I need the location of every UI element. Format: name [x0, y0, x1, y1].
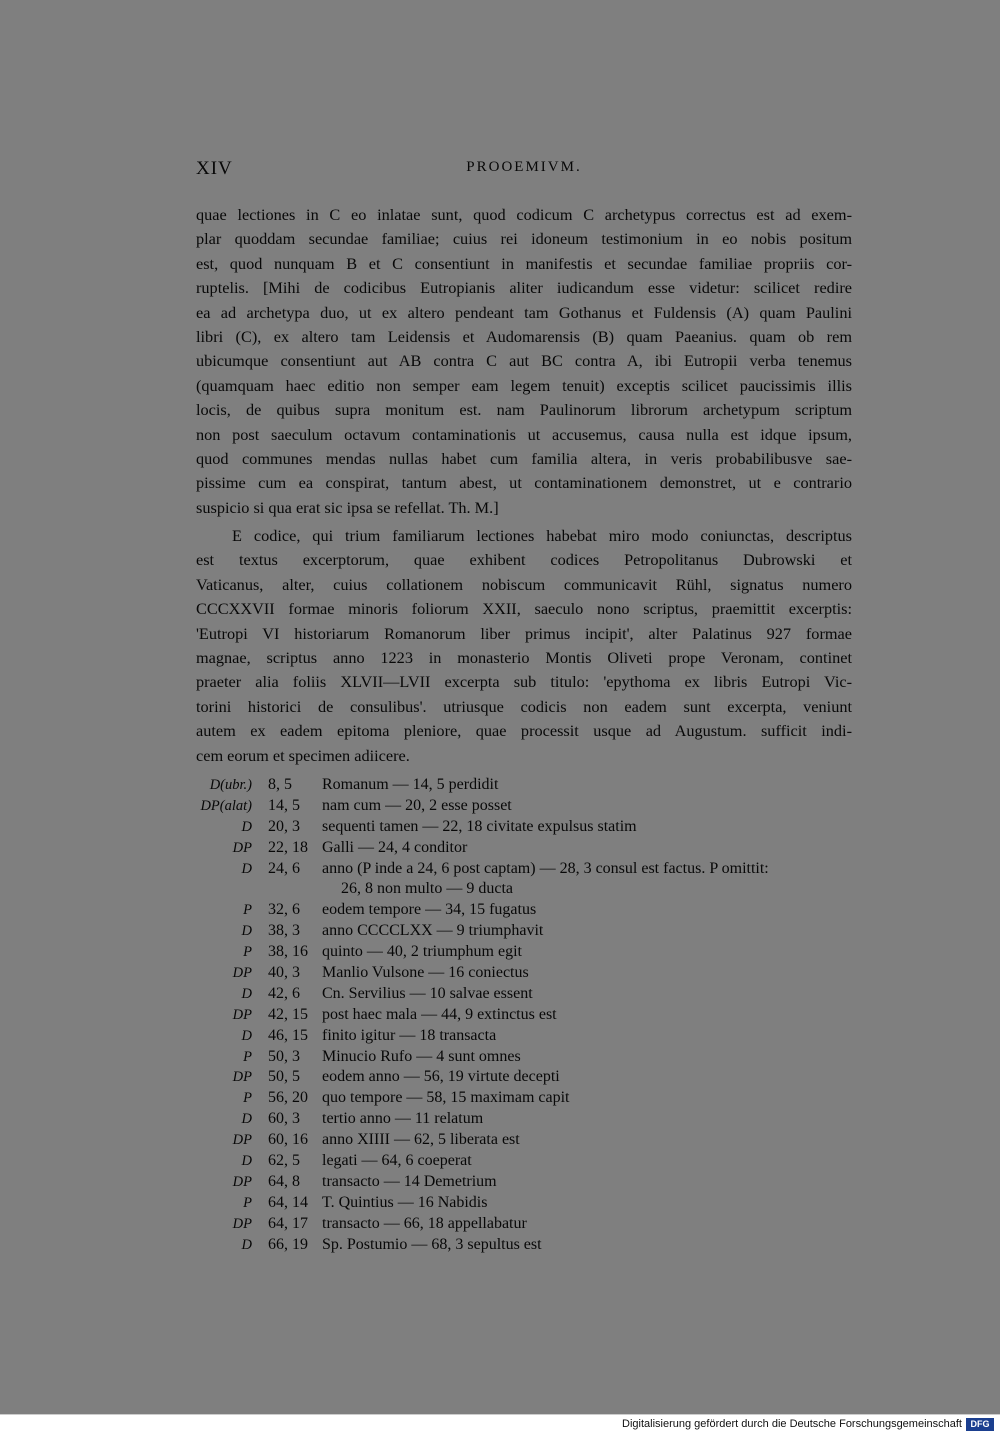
list-item [196, 1193, 876, 1214]
dfg-logo-icon: DFG [966, 1418, 994, 1431]
excerpt-range: transacto — 14 Demetrium [322, 1172, 497, 1190]
start-reference: 50, 3 [268, 1047, 300, 1065]
codex-siglum: P [243, 1048, 252, 1065]
text-line: autem ex eadem epitoma pleniore, quae processit usque ad Augustum. sufficit indi- [196, 721, 852, 741]
list-item [196, 817, 876, 838]
codex-siglum: DP [232, 1173, 252, 1190]
codex-siglum: D(ubr.) [209, 777, 252, 793]
list-item [196, 1026, 876, 1047]
list-item [196, 838, 876, 859]
codex-siglum: P [243, 1194, 252, 1211]
start-reference: 64, 8 [268, 1172, 300, 1190]
codex-siglum: P [243, 944, 252, 961]
page-header [196, 158, 852, 182]
text-line: CCCXXVII formae minoris foliorum XXII, saeculo nono scriptus, praemittit excerptis: [196, 599, 852, 619]
excerpt-range: nam cum — 20, 2 esse posset [322, 796, 512, 814]
excerpt-range: eodem tempore — 34, 15 fugatus [322, 901, 537, 919]
excerpt-range: quinto — 40, 2 triumphum egit [322, 943, 522, 961]
codex-siglum: P [243, 902, 252, 919]
text-line: pissime cum ea conspirat, tantum abest, ut contaminationem demonstret, ut e contrario [196, 473, 852, 493]
text-line: ruptelis. [Mihi de codicibus Eutropianis aliter iudicandum esse videtur: scilicet redire [196, 278, 852, 298]
list-item [196, 859, 876, 880]
start-reference: 22, 18 [268, 838, 308, 856]
funding-notice: Digitalisierung gefördert durch die Deutsche Forschungsgemeinschaft [622, 1418, 962, 1430]
codex-siglum: DP [232, 839, 252, 856]
list-item [196, 879, 876, 900]
funding-footer [0, 1414, 1000, 1435]
excerpt-range: T. Quintius — 16 Nabidis [322, 1193, 488, 1211]
text-line: praeter alia foliis XLVII—LVII excerpta sub titulo: 'epythoma ex libris Eutropi Vic- [196, 672, 852, 692]
excerpt-range: anno CCCCLXX — 9 triumphavit [322, 922, 544, 940]
text-line: suspicio si qua erat sic ipsa se refellat. Th. M.] [196, 497, 499, 517]
start-reference: 46, 15 [268, 1026, 308, 1044]
list-item [196, 942, 876, 963]
start-reference: 66, 19 [268, 1235, 308, 1253]
text-line: Vaticanus, alter, cuius collationem nobiscum communicavit Rühl, signatus numero [196, 574, 852, 594]
codex-siglum: DP [232, 1069, 252, 1086]
start-reference: 32, 6 [268, 901, 300, 919]
text-line: non post saeculum octavum contaminationis ut accusemus, causa nulla est idque ipsum, [196, 424, 852, 444]
start-reference: 20, 3 [268, 817, 300, 835]
start-reference: 56, 20 [268, 1089, 308, 1107]
start-reference: 38, 16 [268, 943, 308, 961]
excerpt-range: transacto — 66, 18 appellabatur [322, 1214, 527, 1232]
text-line: torini historici de consulibus'. utriusque codicis non eadem sunt excerpta, veniunt [196, 696, 852, 716]
start-reference: 42, 15 [268, 1005, 308, 1023]
text-line: E codice, qui trium familiarum lectiones habebat miro modo coniunctas, descriptus [232, 526, 852, 545]
excerpt-range: anno XIIII — 62, 5 liberata est [322, 1131, 520, 1149]
text-line: (quamquam haec editio non semper eam legem tenuit) exceptis scilicet paucissimis illis [196, 375, 852, 395]
codex-siglum: P [243, 1090, 252, 1107]
list-item [196, 1151, 876, 1172]
excerpt-range: Cn. Servilius — 10 salvae essent [322, 984, 533, 1002]
page-number: XIV [196, 158, 233, 179]
text-line: quod communes mendas nullas habet cum familia altera, in veris probabilibusve sae- [196, 448, 852, 468]
text-line: plar quoddam secundae familiae; cuius rei idoneum testimonium in eo nobis positum [196, 229, 852, 249]
list-item [196, 1005, 876, 1026]
start-reference: 62, 5 [268, 1152, 300, 1170]
excerpt-range: Minucio Rufo — 4 sunt omnes [322, 1047, 521, 1065]
text-line: quae lectiones in C eo inlatae sunt, quod codicum C archetypus correctus est ad exem- [196, 205, 852, 224]
codex-siglum: DP [232, 965, 252, 982]
list-item [196, 1088, 876, 1109]
start-reference: 60, 3 [268, 1110, 300, 1128]
codex-siglum: DP [232, 1006, 252, 1023]
list-item [196, 1109, 876, 1130]
codex-siglum: D [241, 985, 252, 1002]
start-reference: 64, 14 [268, 1193, 308, 1211]
excerpt-range: sequenti tamen — 22, 18 civitate expulsus statim [322, 817, 637, 835]
list-item [196, 1214, 876, 1235]
text-line: magnae, scriptus anno 1223 in monasterio Montis Oliveti prope Veronam, continet [196, 647, 852, 667]
text-line: 'Eutropi VI historiarum Romanorum liber primus incipit', alter Palatinus 927 formae [196, 623, 852, 643]
text-line: ubicumque consentiunt aut AB contra C aut BC contra A, ibi Eutropii verba tenemus [196, 351, 852, 371]
list-item [196, 775, 876, 796]
list-item [196, 1130, 876, 1151]
start-reference: 38, 3 [268, 922, 300, 940]
start-reference: 40, 3 [268, 964, 300, 982]
start-reference: 50, 5 [268, 1068, 300, 1086]
codex-siglum: D [241, 818, 252, 835]
list-item [196, 984, 876, 1005]
codex-siglum: D [241, 1027, 252, 1044]
list-item [196, 1067, 876, 1088]
codex-siglum: DP [232, 1132, 252, 1149]
text-line: cem eorum et specimen adiicere. [196, 745, 410, 765]
list-item [196, 921, 876, 942]
list-item [196, 1172, 876, 1193]
text-line: est textus excerptorum, quae exhibent codices Petropolitanus Dubrowski et [196, 550, 852, 570]
excerpt-list [196, 775, 876, 1255]
excerpt-range-continuation: 26, 8 non multo — 9 ducta [341, 880, 513, 898]
text-line: locis, de quibus supra monitum est. nam Paulinorum librorum archetypum scriptum [196, 400, 852, 420]
excerpt-range: anno (P inde a 24, 6 post captam) — 28, 3 consul est factus. P omittit: [322, 859, 769, 877]
list-item [196, 1047, 876, 1068]
paragraph-2 [196, 524, 852, 768]
start-reference: 42, 6 [268, 984, 300, 1002]
codex-siglum: D [241, 1111, 252, 1128]
codex-siglum: DP(alat) [200, 797, 252, 814]
start-reference: 8, 5 [268, 776, 292, 793]
paragraph-1 [196, 203, 852, 520]
list-item [196, 796, 876, 817]
excerpt-range: eodem anno — 56, 19 virtute decepti [322, 1068, 560, 1086]
codex-siglum: D [241, 860, 252, 877]
excerpt-range: tertio anno — 11 relatum [322, 1110, 484, 1128]
excerpt-range: finito igitur — 18 transacta [322, 1026, 497, 1044]
excerpt-range: Romanum — 14, 5 perdidit [322, 776, 499, 793]
codex-siglum: D [241, 923, 252, 940]
codex-siglum: DP [232, 1215, 252, 1232]
start-reference: 64, 17 [268, 1214, 308, 1232]
excerpt-range: Sp. Postumio — 68, 3 sepultus est [322, 1235, 542, 1253]
excerpt-range: legati — 64, 6 coeperat [322, 1152, 472, 1170]
start-reference: 24, 6 [268, 859, 300, 877]
text-line: est, quod nunquam B et C consentiunt in manifestis et secundae familiae propriis cor- [196, 253, 852, 273]
text-line: libri (C), ex altero tam Leidensis et Audomarensis (B) quam Paeanius. quam ob rem [196, 326, 852, 346]
codex-siglum: D [241, 1236, 252, 1253]
excerpt-range: Galli — 24, 4 conditor [322, 838, 468, 856]
list-item [196, 1235, 876, 1256]
start-reference: 60, 16 [268, 1131, 308, 1149]
list-item [196, 900, 876, 921]
excerpt-range: post haec mala — 44, 9 extinctus est [322, 1005, 557, 1023]
running-title: PROOEMIVM. [466, 159, 582, 175]
start-reference: 14, 5 [268, 796, 300, 814]
text-line: ea ad archetypa duo, ut ex altero pendeant tam Gothanus et Fuldensis (A) quam Paulini [196, 302, 852, 322]
excerpt-range: quo tempore — 58, 15 maximam capit [322, 1089, 570, 1107]
codex-siglum: D [241, 1153, 252, 1170]
list-item [196, 963, 876, 984]
excerpt-range: Manlio Vulsone — 16 coniectus [322, 964, 529, 982]
